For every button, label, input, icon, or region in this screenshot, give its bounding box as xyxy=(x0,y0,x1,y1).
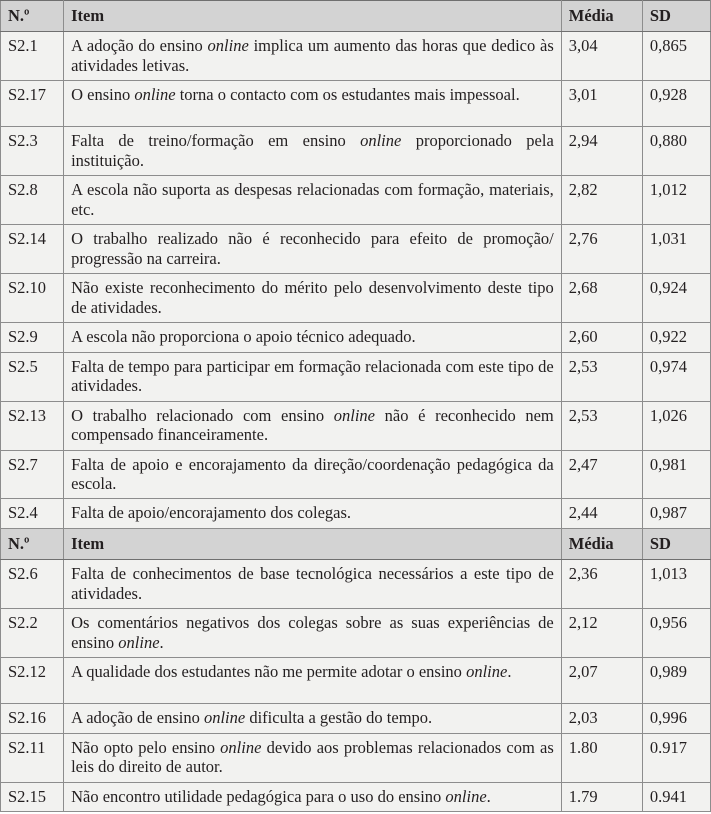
table-row xyxy=(1,323,711,352)
emphasis-text: online xyxy=(220,737,262,757)
plain-text: A adoção de ensino xyxy=(71,708,204,728)
table-header-row xyxy=(1,528,711,559)
table-row xyxy=(1,782,711,811)
cell-mean-value: 1.79 xyxy=(561,782,642,811)
cell-item-text xyxy=(64,450,562,499)
cell-item-number: S2.2 xyxy=(1,609,64,658)
cell-sd-value: 0,981 xyxy=(642,450,710,499)
plain-text: Falta de conhecimentos de base tecnológica necessários a este tipo de atividades. xyxy=(71,564,554,603)
plain-text: . xyxy=(507,662,512,682)
table-row xyxy=(1,176,711,225)
plain-text: proporcionado pela instituição. xyxy=(71,131,554,170)
cell-item-text xyxy=(64,560,562,609)
cell-item-number: S2.11 xyxy=(1,733,64,782)
cell-sd-value: 0,996 xyxy=(642,704,710,733)
cell-item-number: S2.15 xyxy=(1,782,64,811)
cell-item-text xyxy=(64,658,562,704)
column-header-num: N.º xyxy=(1,1,64,32)
cell-item-number: S2.16 xyxy=(1,704,64,733)
column-header-sd: SD xyxy=(642,1,710,32)
cell-item-number: S2.5 xyxy=(1,352,64,401)
plain-text: dificulta a gestão do tempo. xyxy=(245,708,433,728)
cell-sd-value: 0,974 xyxy=(642,352,710,401)
cell-mean-value: 3,01 xyxy=(561,81,642,127)
cell-item-text xyxy=(64,176,562,225)
table-row xyxy=(1,704,711,733)
cell-item-number: S2.4 xyxy=(1,499,64,528)
cell-mean-value: 2,47 xyxy=(561,450,642,499)
cell-mean-value: 2,36 xyxy=(561,560,642,609)
cell-item-number: S2.9 xyxy=(1,323,64,352)
table-row xyxy=(1,401,711,450)
cell-item-number: S2.14 xyxy=(1,225,64,274)
cell-mean-value: 2,53 xyxy=(561,401,642,450)
plain-text: Falta de treino/formação em ensino xyxy=(71,131,361,151)
emphasis-text: online xyxy=(134,85,176,105)
cell-item-text xyxy=(64,32,562,81)
cell-mean-value: 2,44 xyxy=(561,499,642,528)
cell-sd-value: 0,987 xyxy=(642,499,710,528)
cell-sd-value: 1,031 xyxy=(642,225,710,274)
cell-sd-value: 1,012 xyxy=(642,176,710,225)
table-header-row xyxy=(1,1,711,32)
cell-item-text xyxy=(64,323,562,352)
cell-mean-value: 2,03 xyxy=(561,704,642,733)
column-header-media: Média xyxy=(561,528,642,559)
emphasis-text: online xyxy=(203,708,246,728)
plain-text: O trabalho relacionado com ensino xyxy=(71,405,334,425)
cell-mean-value: 2,53 xyxy=(561,352,642,401)
emphasis-text: online xyxy=(466,662,508,682)
cell-item-text xyxy=(64,704,562,733)
cell-mean-value: 2,12 xyxy=(561,609,642,658)
emphasis-text: online xyxy=(207,36,249,56)
cell-item-number: S2.12 xyxy=(1,658,64,704)
cell-sd-value: 1,026 xyxy=(642,401,710,450)
cell-item-number: S2.13 xyxy=(1,401,64,450)
table-row xyxy=(1,499,711,528)
plain-text: Não opto pelo ensino xyxy=(71,737,221,757)
table-row xyxy=(1,274,711,323)
cell-item-number: S2.10 xyxy=(1,274,64,323)
emphasis-text: online xyxy=(333,405,375,425)
cell-item-number: S2.8 xyxy=(1,176,64,225)
plain-text: . xyxy=(159,632,164,652)
cell-mean-value: 1.80 xyxy=(561,733,642,782)
plain-text: torna o contacto com os estudantes mais impessoal. xyxy=(175,85,520,105)
cell-sd-value: 0,956 xyxy=(642,609,710,658)
plain-text: Não encontro utilidade pedagógica para o uso do ensino xyxy=(71,786,446,806)
plain-text: O ensino xyxy=(71,85,135,105)
table-row xyxy=(1,609,711,658)
plain-text: . xyxy=(486,786,491,806)
cell-sd-value: 0,865 xyxy=(642,32,710,81)
cell-sd-value: 0,989 xyxy=(642,658,710,704)
plain-text: Falta de apoio/encorajamento dos colegas. xyxy=(71,503,352,523)
cell-sd-value: 0.917 xyxy=(642,733,710,782)
table-row xyxy=(1,560,711,609)
column-header-media: Média xyxy=(561,1,642,32)
plain-text: não é reconhecido nem compensado financeiramente. xyxy=(71,405,554,445)
table-row xyxy=(1,352,711,401)
cell-item-number: S2.1 xyxy=(1,32,64,81)
cell-sd-value: 0,928 xyxy=(642,81,710,127)
plain-text: A escola não proporciona o apoio técnico adequado. xyxy=(71,327,416,347)
plain-text: A escola não suporta as despesas relacionadas com formação, materiais, etc. xyxy=(71,180,554,219)
cell-mean-value: 2,60 xyxy=(561,323,642,352)
cell-item-text xyxy=(64,401,562,450)
cell-mean-value: 2,07 xyxy=(561,658,642,704)
column-header-item: Item xyxy=(64,1,562,32)
cell-sd-value: 0,880 xyxy=(642,127,710,176)
cell-mean-value: 2,68 xyxy=(561,274,642,323)
table-row xyxy=(1,658,711,704)
emphasis-text: online xyxy=(118,632,160,652)
cell-sd-value: 1,013 xyxy=(642,560,710,609)
table-row xyxy=(1,127,711,176)
cell-item-text xyxy=(64,499,562,528)
cell-item-text xyxy=(64,274,562,323)
cell-item-number: S2.6 xyxy=(1,560,64,609)
cell-sd-value: 0,924 xyxy=(642,274,710,323)
cell-item-text xyxy=(64,81,562,127)
cell-item-text xyxy=(64,127,562,176)
emphasis-text: online xyxy=(360,131,402,151)
column-header-item: Item xyxy=(64,528,562,559)
cell-mean-value: 2,76 xyxy=(561,225,642,274)
emphasis-text: online xyxy=(445,786,487,806)
cell-item-text xyxy=(64,225,562,274)
table-row xyxy=(1,32,711,81)
plain-text: Os comentários negativos dos colegas sobre as suas experiências de ensino xyxy=(71,613,554,652)
cell-item-number: S2.17 xyxy=(1,81,64,127)
cell-mean-value: 2,82 xyxy=(561,176,642,225)
cell-item-number: S2.3 xyxy=(1,127,64,176)
cell-sd-value: 0,922 xyxy=(642,323,710,352)
plain-text: Não existe reconhecimento do mérito pelo desenvolvimento deste tipo de atividades. xyxy=(71,278,554,317)
cell-sd-value: 0.941 xyxy=(642,782,710,811)
plain-text: O trabalho realizado não é reconhecido para efeito de promoção/ progressão na carreira. xyxy=(71,229,554,268)
cell-item-text xyxy=(64,352,562,401)
table-row xyxy=(1,81,711,127)
plain-text: A qualidade dos estudantes não me permite adotar o ensino xyxy=(71,662,467,682)
table-row xyxy=(1,450,711,499)
cell-mean-value: 3,04 xyxy=(561,32,642,81)
cell-item-number: S2.7 xyxy=(1,450,64,499)
cell-item-text xyxy=(64,782,562,811)
table-row xyxy=(1,225,711,274)
cell-item-text xyxy=(64,609,562,658)
cell-item-text xyxy=(64,733,562,782)
plain-text: implica um aumento das horas que dedico às atividades letivas. xyxy=(71,36,554,75)
plain-text: devido aos problemas relacionados com as leis do direito de autor. xyxy=(71,737,554,777)
column-header-sd: SD xyxy=(642,528,710,559)
plain-text: Falta de apoio e encorajamento da direção/coordenação pedagógica da escola. xyxy=(71,454,554,493)
plain-text: Falta de tempo para participar em formação relacionada com este tipo de atividades. xyxy=(71,356,554,396)
plain-text: A adoção do ensino xyxy=(71,36,208,56)
table-body xyxy=(1,1,711,812)
cell-mean-value: 2,94 xyxy=(561,127,642,176)
column-header-num: N.º xyxy=(1,528,64,559)
table-row xyxy=(1,733,711,782)
